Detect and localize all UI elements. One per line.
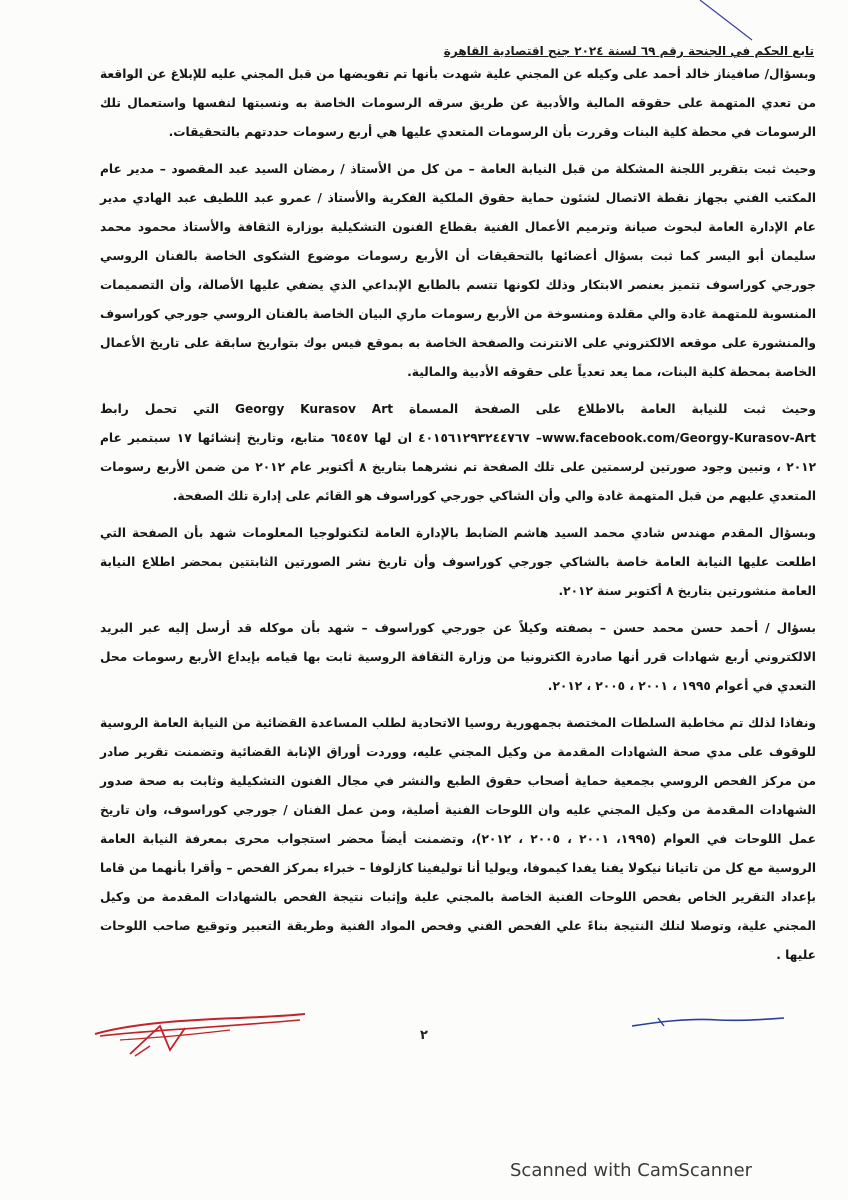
document-body — [100, 60, 816, 1000]
paragraph-1: وبسؤال/ صافيناز خالد أحمد على وكيله عن المجني علية شهدت بأنها تم تفويضها من قبل المجني عليه للإبلاغ عن الواقعة من تعدي المتهمة على حقوقه المالية والأدبية عن طريق سرقه الرسومات الخاصة به ونسبتها لنفسها واستعمال تلك الرسومات في محطة كلية البنات وقررت بأن الرسومات المتعدي عليها هي أربع رسومات حددتهم بالتحقيقات. — [100, 67, 816, 139]
paragraph-4: وبسؤال المقدم مهندس شادي محمد السيد هاشم الضابط بالإدارة العامة لتكنولوجيا المعلومات شهد بأن الصفحة التي اطلعت عليها النيابة العامة خاصة بالشاكي جورجي كوراسوف وأن تاريخ نشر الصورتين الثابتتين بمحضر اطلاع النيابة العامة منشورتين بتاريخ ٨ أكتوبر سنة ٢٠١٢. — [100, 526, 816, 598]
paragraph-3: وحيث ثبت للنيابة العامة بالاطلاع على الصفحة المسماة Georgy Kurasov Art التي تحمل رابط www.facebook.com/Georgy-Kurasov-Art– ٤٠١٥٦١٢٩٣٢٤٤٧٦٧ ان لها ٦٥٤٥٧ متابع، وتاريخ إنشائها ١٧ سبتمبر عام ٢٠١٢ ، وتبين وجود صورتين لرسمتين على تلك الصفحة تم نشرهما بتاريخ ٨ أكتوبر عام ٢٠١٢ من ضمن الأربع رسومات المتعدي عليهم من قبل المتهمة غادة والي وأن الشاكي جورجي كوراسوف هو القائم على إدارة تلك الصفحة. — [100, 402, 817, 503]
document-header: تابع الحكم في الجنحة رقم ٦٩ لسنة ٢٠٢٤ جنح اقتصادية القاهرة — [443, 44, 814, 58]
paragraph-2: وحيث ثبت بتقرير اللجنة المشكلة من قبل النيابة العامة – من كل من الأستاذ / رمضان السيد عبد المقصود – مدير عام المكتب الفني بجهاز نقطة الاتصال لشئون حماية حقوق الملكية الفكرية والأستاذ / عمرو عبد اللطيف عبد الهادي مدير عام الإدارة العامة لبحوث صيانة وترميم الأعمال الفنية بقطاع الفنون التشكيلية بوزارة الثقافة والأستاذ محمود محمد سليمان أبو اليسر كما ثبت بسؤال أعضائها بالتحقيقات أن الأربع رسومات موضوع الشكوى الخاصة بالفنان الروسي جورجي كوراسوف تتميز بعنصر الابتكار وذلك لكونها تتسم بالطابع الإبداعي الذي يضفي عليها الأصالة، وأن التصميمات المنسوبة للمتهمة غادة والي مقلدة ومنسوخة من الأربع رسومات ماري البيان الخاصة بالفنان الروسي جورجي كوراسوف والمنشورة على موقعه الالكتروني على الانترنت والصفحة الخاصة به بموقع فيس بوك بتواريخ سابقة على تاريخ الأعمال الخاصة بمحطة كلية البنات، مما يعد تعدياً على حقوقه الأدبية والمالية. — [100, 162, 816, 379]
page-number: ٢ — [420, 1028, 428, 1043]
paragraph-5: بسؤال / أحمد حسن محمد حسن – بصفته وكيلاً عن جورجي كوراسوف – شهد بأن موكله قد أرسل إليه عبر البريد الالكتروني أربع شهادات قرر أنها صادرة الكترونيا من وزارة الثقافة الروسية ثابت بها قيامه بإيداع الأربع رسومات محل التعدي في أعوام ١٩٩٥ ، ٢٠٠١ ، ٢٠٠٥ ، ٢٠١٢. — [100, 621, 816, 693]
paragraph-6: ونفاذا لذلك تم مخاطبة السلطات المختصة بجمهورية روسيا الاتحادية لطلب المساعدة القضائية من النيابة العامة الروسية للوقوف على مدي صحة الشهادات المقدمة من وكيل المجني عليه، ووردت أوراق الإنابة القضائية وتضمنت تقرير صادر من مركز الفحص الروسي بجمعية حماية أصحاب حقوق الطبع والنشر في مجال الفنون التشكيلية وثابت به صحة صدور الشهادات المقدمة من وكيل المجني عليه وان اللوحات الفنية أصلية، ومن عمل الفنان / جورجي كوراسوف، وان تاريخ عمل اللوحات في العوام (١٩٩٥، ٢٠٠١ ، ٢٠٠٥ ، ٢٠١٢)، وتضمنت أيضاً محضر استجواب محرى بمعرفة النيابة العامة الروسية مع كل من تاتيانا نيكولا يفنا يفدا كيموفا، ويوليا أنا توليفينا كازلوفا – خبراء بمركز الفحص – وأقرا بأنهما من قاما بإعداد التقرير الخاص بفحص اللوحات الفنية الخاصة بالمجني علية وإثبات نتيجة الفحص بالشهادات المقدمة من وكيل المجني علية، وتوصلا لتلك النتيجة بناءً علي الفحص الفني وفحص المواد الفنية وطريقة التعبير وتوقيع صاحب اللوحات عليها . — [100, 716, 817, 962]
scanner-watermark: Scanned with CamScanner — [510, 1160, 753, 1181]
